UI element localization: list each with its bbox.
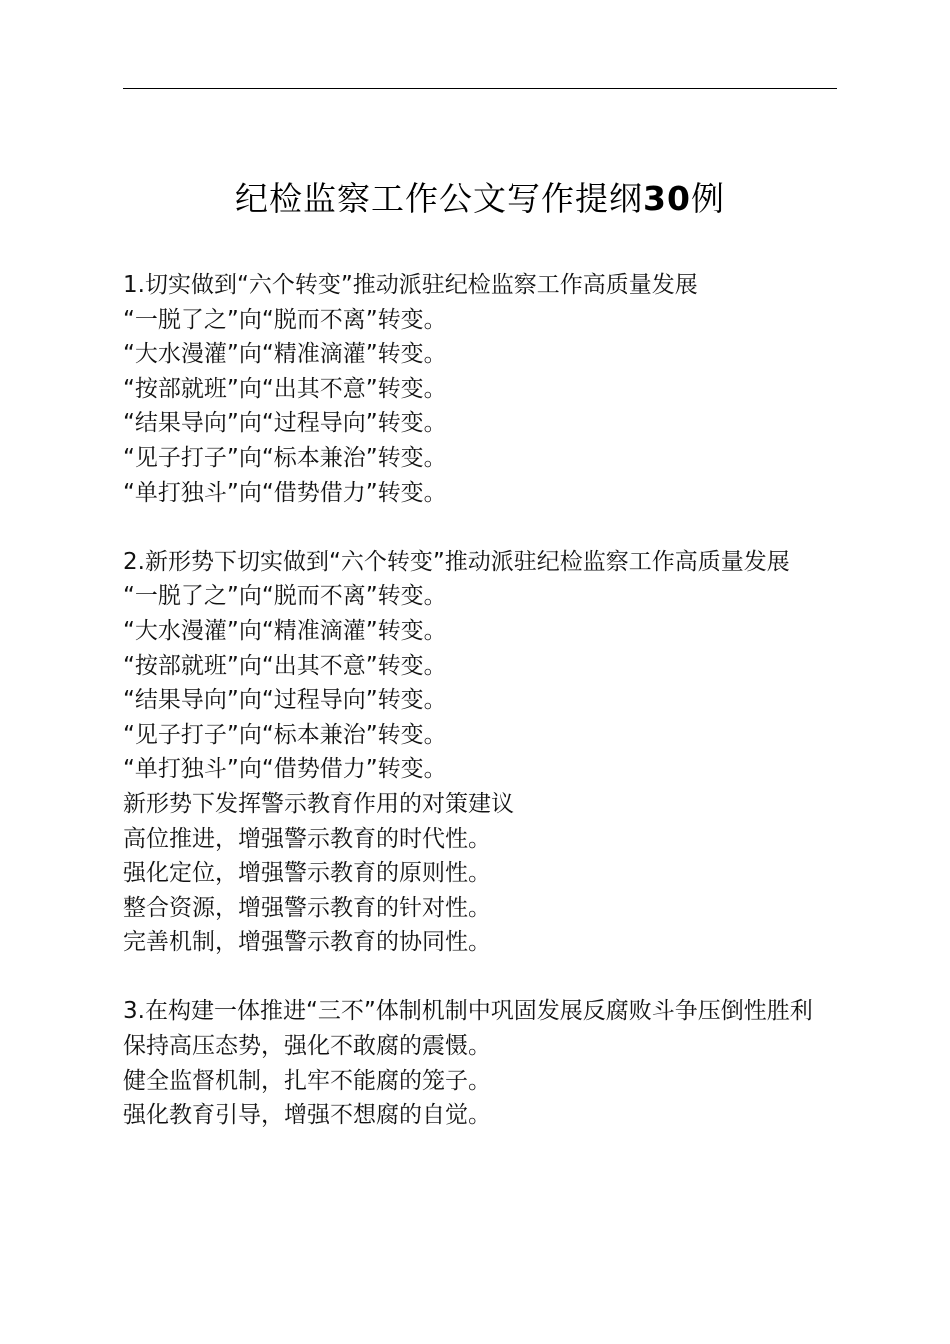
- section-line: “见子打子”向“标本兼治”转变。: [123, 721, 447, 748]
- section-1: [123, 268, 839, 510]
- section-line: “一脱了之”向“脱而不离”转变。: [123, 306, 447, 333]
- section-subheading: 新形势下发挥警示教育作用的对策建议: [123, 790, 514, 817]
- section-heading: 1.切实做到“六个转变”推动派驻纪检监察工作高质量发展: [123, 272, 698, 298]
- section-line: “按部就班”向“出其不意”转变。: [123, 375, 447, 402]
- section-line: 完善机制，增强警示教育的协同性。: [123, 929, 491, 956]
- section-line: 强化教育引导，增强不想腐的自觉。: [123, 1102, 491, 1129]
- section-line: “结果导向”向“过程导向”转变。: [123, 410, 447, 437]
- section-line: 强化定位，增强警示教育的原则性。: [123, 860, 491, 887]
- section-line: 高位推进，增强警示教育的时代性。: [123, 825, 491, 852]
- section-line: “结果导向”向“过程导向”转变。: [123, 687, 447, 714]
- section-line: 健全监督机制，扎牢不能腐的笼子。: [123, 1067, 491, 1094]
- section-line: “单打独斗”向“借势借力”转变。: [123, 756, 447, 783]
- title-number: 30: [643, 179, 691, 218]
- section-heading: 3.在构建一体推进“三不”体制机制中巩固发展反腐败斗争压倒性胜利: [123, 998, 813, 1025]
- section-line: “大水漫灌”向“精准滴灌”转变。: [123, 341, 447, 368]
- page-title: [123, 176, 837, 222]
- section-line: “一脱了之”向“脱而不离”转变。: [123, 583, 447, 610]
- document-body: [123, 268, 839, 1133]
- section-line: “单打独斗”向“借势借力”转变。: [123, 479, 447, 506]
- section-2: [123, 545, 839, 960]
- title-suffix: 例: [690, 179, 725, 218]
- section-heading: 2.新形势下切实做到“六个转变”推动派驻纪检监察工作高质量发展: [123, 548, 790, 575]
- section-line: “见子打子”向“标本兼治”转变。: [123, 444, 447, 471]
- section-3: [123, 994, 839, 1132]
- section-line: “按部就班”向“出其不意”转变。: [123, 652, 447, 679]
- section-line: 整合资源，增强警示教育的针对性。: [123, 894, 491, 921]
- section-line: 保持高压态势，强化不敢腐的震慑。: [123, 1033, 491, 1060]
- section-line: “大水漫灌”向“精准滴灌”转变。: [123, 617, 447, 644]
- header-rule: [123, 88, 837, 89]
- title-text: 纪检监察工作公文写作提纲: [235, 179, 644, 218]
